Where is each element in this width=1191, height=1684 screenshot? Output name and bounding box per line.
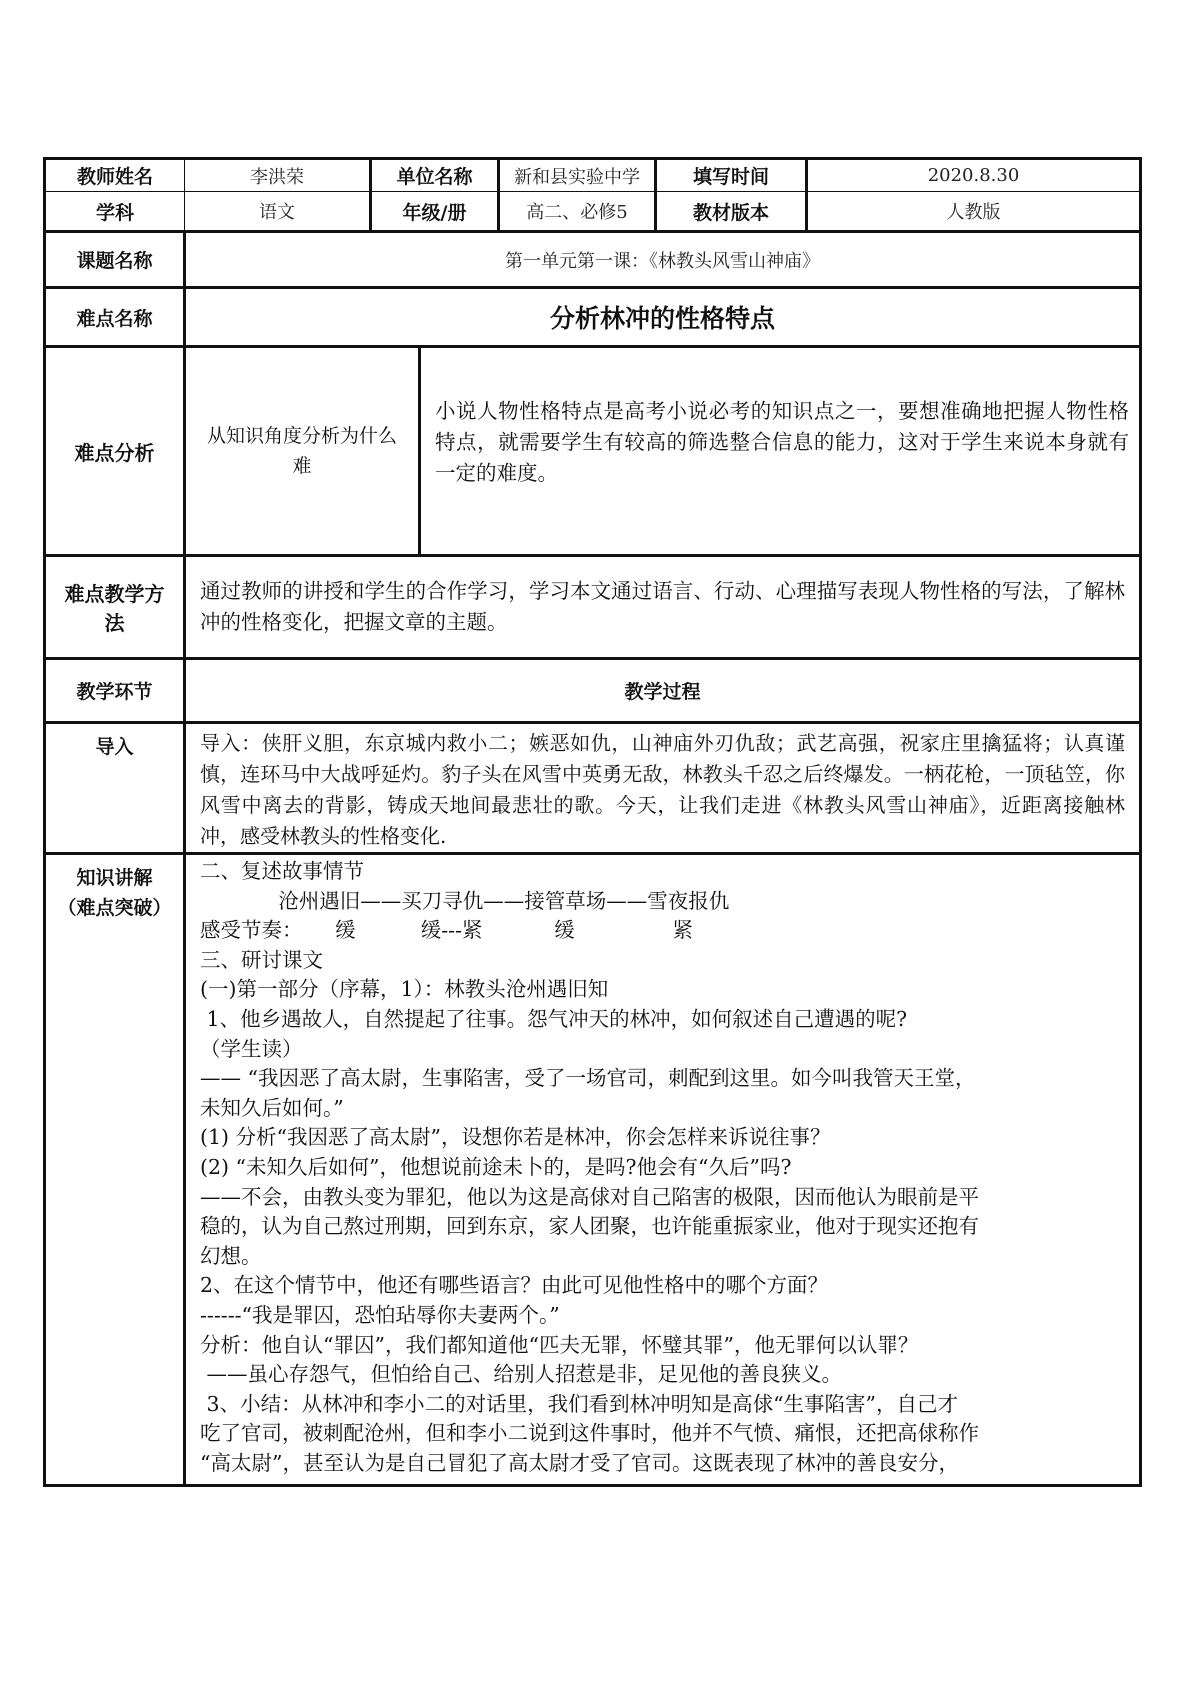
difficulty-title: 分析林冲的性格特点 <box>185 288 1141 347</box>
knowledge-label <box>45 854 185 1486</box>
knowledge-line: （学生读） <box>200 1036 303 1061</box>
knowledge-line: ——不会，由教头变为罪犯，他以为这是高俅对自己陷害的极限，因而他认为眼前是平 <box>200 1184 979 1209</box>
analysis-row <box>45 347 1141 556</box>
knowledge-line: 三、研讨课文 <box>200 947 323 972</box>
lesson-plan-table <box>43 157 1142 1487</box>
knowledge-line: 未知久后如何。” <box>200 1095 344 1120</box>
grade-label: 年级/册 <box>371 192 499 232</box>
edition-value: 人教版 <box>807 192 1141 232</box>
knowledge-body <box>185 854 1141 1486</box>
unit-value: 新和县实验中学 <box>499 159 656 192</box>
process-stage-label: 教学环节 <box>45 659 185 723</box>
knowledge-line: 1、他乡遇故人，自然提起了往事。怨气冲天的林冲，如何叙述自己遭遇的呢? <box>200 1006 908 1031</box>
intro-row <box>45 723 1141 854</box>
method-label: 难点教学方法 <box>45 556 185 659</box>
knowledge-line: 二、复述故事情节 <box>200 859 364 883</box>
edition-label: 教材版本 <box>656 192 807 232</box>
analysis-sublabel: 从知识角度分析为什么难 <box>186 348 421 554</box>
header-row-2 <box>45 192 1141 232</box>
difficulty-label: 难点名称 <box>45 288 185 347</box>
knowledge-line: “高太尉”，甚至认为是自己冒犯了高太尉才受了官司。这既表现了林冲的善良安分， <box>200 1450 959 1475</box>
method-text: 通过教师的讲授和学生的合作学习，学习本文通过语言、行动、心理描写表现人物性格的写法，了解林冲的性格变化，把握文章的主题。 <box>185 556 1141 659</box>
topic-value: 第一单元第一课：《林教头风雪山神庙》 <box>185 232 1141 288</box>
knowledge-line: ------“我是罪囚，恐怕玷辱你夫妻两个。” <box>200 1302 560 1327</box>
knowledge-label-line2: （难点突破） <box>57 897 172 919</box>
knowledge-line: 3、小结：从林冲和李小二的对话里，我们看到林冲明知是高俅“生事陷害”，自己才 <box>200 1391 959 1416</box>
knowledge-line: (1) 分析“我因恶了高太尉”，设想你若是林冲，你会怎样来诉说往事？ <box>200 1125 831 1150</box>
analysis-text: 小说人物性格特点是高考小说必考的知识点之一，要想准确地把握人物性格特点，就需要学生有较高的筛选整合信息的能力，这对于学生来说本身就有一定的难度。 <box>435 399 1129 485</box>
method-row <box>45 556 1141 659</box>
subject-label: 学科 <box>45 192 185 232</box>
knowledge-line: 幻想。 <box>200 1243 262 1268</box>
difficulty-row <box>45 288 1141 347</box>
teacher-label: 教师姓名 <box>45 159 185 192</box>
knowledge-line: 沧州遇旧——买刀寻仇——接管草场——雪夜报仇 <box>200 888 730 913</box>
intro-label: 导入 <box>45 723 185 854</box>
knowledge-line: 分析：他自认“罪囚”，我们都知道他“匹夫无罪，怀璧其罪”，他无罪何以认罪？ <box>200 1332 919 1357</box>
knowledge-row <box>45 854 1141 1486</box>
analysis-cell <box>185 347 1141 556</box>
process-header-row <box>45 659 1141 723</box>
date-label: 填写时间 <box>656 159 807 192</box>
knowledge-line: —— “我因恶了高太尉，生事陷害，受了一场官司，刺配到这里。如今叫我管天王堂， <box>200 1066 976 1091</box>
knowledge-line: (一)第一部分（序幕，1）：林教头沧州遇旧知 <box>200 977 609 1002</box>
analysis-label: 难点分析 <box>45 347 185 556</box>
header-row-1 <box>45 159 1141 192</box>
lesson-plan-sheet <box>43 157 1139 1487</box>
knowledge-line: 吃了官司，被刺配沧州，但和李小二说到这件事时，他并不气愤、痛恨，还把高俅称作 <box>200 1421 979 1446</box>
knowledge-line: ——虽心存怨气，但怕给自己、给别人招惹是非，足见他的善良狭义。 <box>200 1362 843 1387</box>
topic-row <box>45 232 1141 288</box>
knowledge-line: 稳的，认为自己熬过刑期，回到东京，家人团聚，也许能重振家业，他对于现实还抱有 <box>200 1214 979 1239</box>
process-label: 教学过程 <box>185 659 1141 723</box>
subject-value: 语文 <box>185 192 371 232</box>
grade-value: 高二、必修5 <box>499 192 656 232</box>
knowledge-label-line1: 知识讲解 <box>76 867 153 889</box>
date-value: 2020.8.30 <box>807 159 1141 192</box>
topic-label: 课题名称 <box>45 232 185 288</box>
unit-label: 单位名称 <box>371 159 499 192</box>
teacher-value: 李洪荣 <box>185 159 371 192</box>
knowledge-line: 2、在这个情节中，他还有哪些语言？由此可见他性格中的哪个方面？ <box>200 1273 829 1298</box>
intro-text: 导入：侠肝义胆，东京城内救小二；嫉恶如仇，山神庙外刃仇敌；武艺高强，祝家庄里擒猛将；认真谨慎，连环马中大战呼延灼。豹子头在风雪中英勇无敌，林教头千忍之后终爆发。一柄花枪，一顶毡笠，你风雪中离去的背影，铸成天地间最悲壮的歌。今天，让我们走进《林教头风雪山神庙》，近距离接触林冲，感受林教头的性格变化. <box>185 723 1141 854</box>
knowledge-line: 感受节奏： 缓 缓---紧 缓 紧 <box>200 918 693 943</box>
knowledge-line: (2) “未知久后如何”，他想说前途未卜的，是吗?他会有“久后”吗? <box>200 1154 792 1179</box>
